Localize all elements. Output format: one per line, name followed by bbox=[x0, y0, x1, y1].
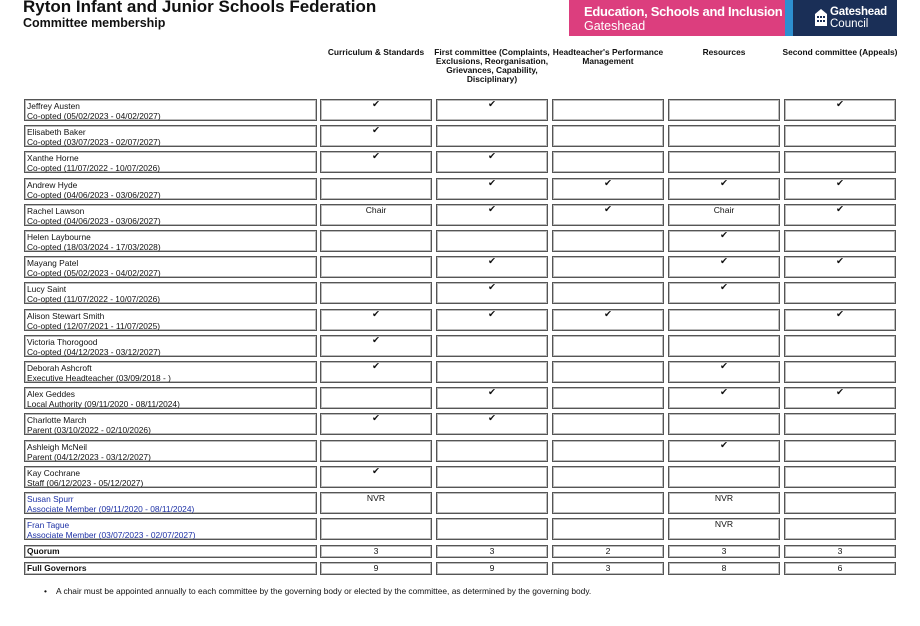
membership-cell bbox=[320, 230, 432, 252]
summary-value: 3 bbox=[489, 546, 495, 556]
checkmark-icon: ✔ bbox=[604, 177, 612, 189]
member-name: Xanthe Horne bbox=[27, 153, 79, 164]
membership-cell bbox=[436, 361, 548, 383]
membership-cell bbox=[784, 440, 896, 462]
member-role: Co-opted (04/06/2023 - 03/06/2027) bbox=[27, 215, 161, 226]
summary-value: 6 bbox=[837, 563, 843, 573]
checkmark-icon: ✔ bbox=[488, 256, 496, 268]
membership-cell bbox=[784, 335, 896, 357]
checkmark-icon: ✔ bbox=[836, 203, 844, 215]
checkmark-icon: ✔ bbox=[488, 203, 496, 215]
page-subtitle: Committee membership bbox=[23, 16, 166, 30]
membership-cell bbox=[784, 125, 896, 147]
membership-cell bbox=[552, 518, 664, 540]
member-name: Helen Laybourne bbox=[27, 232, 91, 242]
checkmark-icon: ✔ bbox=[488, 177, 496, 189]
membership-value: Chair bbox=[365, 204, 387, 215]
member-role: Co-opted (05/02/2023 - 04/02/2027) bbox=[27, 268, 161, 279]
member-name-cell bbox=[24, 282, 317, 304]
membership-value: Chair bbox=[713, 204, 735, 215]
checkmark-icon: ✔ bbox=[836, 308, 844, 320]
membership-cell bbox=[668, 309, 780, 331]
membership-cell bbox=[552, 387, 664, 409]
member-role: Co-opted (05/02/2023 - 04/02/2027) bbox=[27, 111, 161, 121]
checkmark-icon: ✔ bbox=[372, 334, 380, 346]
member-name: Victoria Thorogood bbox=[27, 336, 98, 347]
member-role: Executive Headteacher (03/09/2018 - ) bbox=[27, 373, 171, 383]
banner-subheading: Gateshead bbox=[584, 19, 646, 33]
member-role: Co-opted (12/07/2021 - 11/07/2025) bbox=[27, 320, 161, 331]
bullet: • bbox=[44, 586, 47, 596]
member-name-cell bbox=[24, 230, 317, 252]
membership-cell bbox=[320, 440, 432, 462]
checkmark-icon: ✔ bbox=[372, 361, 380, 372]
member-name: Charlotte March bbox=[27, 415, 87, 426]
membership-cell bbox=[784, 230, 896, 252]
summary-value: 3 bbox=[721, 546, 727, 556]
checkmark-icon: ✔ bbox=[488, 413, 496, 425]
membership-cell bbox=[320, 387, 432, 409]
member-name: Mayang Patel bbox=[27, 258, 79, 269]
membership-cell bbox=[552, 99, 664, 121]
council-label: Council bbox=[830, 18, 869, 30]
member-role: Co-opted (11/07/2022 - 10/07/2026) bbox=[27, 294, 161, 305]
checkmark-icon: ✔ bbox=[372, 99, 380, 110]
membership-cell bbox=[552, 151, 664, 173]
summary-value: 3 bbox=[837, 546, 843, 556]
membership-cell bbox=[436, 335, 548, 357]
checkmark-icon: ✔ bbox=[720, 439, 728, 451]
membership-cell bbox=[784, 518, 896, 540]
member-name-cell bbox=[24, 99, 317, 121]
member-role: Associate Member (09/11/2020 - 08/11/2024) bbox=[27, 504, 195, 514]
member-name: Lucy Saint bbox=[27, 284, 67, 295]
checkmark-icon: ✔ bbox=[604, 308, 612, 320]
membership-cell bbox=[552, 492, 664, 514]
member-name-cell bbox=[24, 466, 317, 488]
column-header: Second committee (Appeals) bbox=[782, 47, 898, 57]
summary-value: 9 bbox=[373, 563, 379, 573]
membership-cell bbox=[668, 335, 780, 357]
column-header: First committee (Complaints, Exclusions, Reorganisation, Grievances, Capability, Disciplinary) bbox=[434, 47, 550, 84]
summary-value: 8 bbox=[721, 563, 727, 573]
member-name: Elisabeth Baker bbox=[27, 127, 86, 138]
council-logo bbox=[793, 0, 897, 36]
membership-cell bbox=[320, 518, 432, 540]
checkmark-icon: ✔ bbox=[720, 230, 728, 241]
checkmark-icon: ✔ bbox=[372, 125, 380, 137]
member-name: Andrew Hyde bbox=[27, 179, 78, 190]
member-role: Associate Member (03/07/2023 - 02/07/2027) bbox=[27, 530, 196, 541]
membership-cell bbox=[552, 361, 664, 383]
membership-cell bbox=[320, 282, 432, 304]
membership-cell bbox=[552, 413, 664, 435]
council-name: Gateshead bbox=[830, 6, 888, 18]
membership-cell bbox=[552, 256, 664, 278]
membership-cell bbox=[552, 230, 664, 252]
education-banner bbox=[569, 0, 785, 36]
member-name-cell bbox=[24, 361, 317, 383]
member-name-cell bbox=[24, 256, 317, 278]
checkmark-icon: ✔ bbox=[720, 387, 728, 399]
membership-cell bbox=[552, 335, 664, 357]
membership-cell bbox=[552, 282, 664, 304]
banner-heading: Education, Schools and Inclusion bbox=[584, 4, 783, 19]
building-icon bbox=[815, 9, 827, 26]
checkmark-icon: ✔ bbox=[488, 308, 496, 320]
member-name-cell bbox=[24, 413, 317, 435]
checkmark-icon: ✔ bbox=[720, 361, 728, 372]
summary-label: Full Governors bbox=[27, 563, 87, 573]
footnote-text: A chair must be appointed annually to each committee by the governing body or elected by the committee, as determined by the governing body. bbox=[56, 586, 592, 596]
membership-cell bbox=[668, 413, 780, 435]
membership-cell bbox=[784, 413, 896, 435]
checkmark-icon: ✔ bbox=[836, 387, 844, 399]
checkmark-icon: ✔ bbox=[488, 99, 496, 110]
membership-cell bbox=[784, 361, 896, 383]
checkmark-icon: ✔ bbox=[720, 177, 728, 189]
member-role: Staff (06/12/2023 - 05/12/2027) bbox=[27, 477, 144, 488]
membership-value: NVR bbox=[366, 493, 386, 503]
banner-accent-strip bbox=[785, 0, 793, 36]
checkmark-icon: ✔ bbox=[372, 151, 380, 163]
membership-cell bbox=[436, 466, 548, 488]
membership-cell bbox=[552, 466, 664, 488]
membership-cell bbox=[552, 125, 664, 147]
membership-cell bbox=[436, 492, 548, 514]
summary-label-cell bbox=[24, 545, 317, 558]
member-name: Alex Geddes bbox=[27, 389, 75, 400]
summary-label-cell bbox=[24, 562, 317, 575]
member-role: Local Authority (09/11/2020 - 08/11/2024) bbox=[27, 399, 180, 410]
member-name-cell bbox=[24, 440, 317, 462]
membership-cell bbox=[668, 125, 780, 147]
member-name: Deborah Ashcroft bbox=[27, 363, 92, 373]
member-name-cell bbox=[24, 178, 317, 200]
checkmark-icon: ✔ bbox=[720, 282, 728, 294]
checkmark-icon: ✔ bbox=[836, 256, 844, 268]
member-name-cell bbox=[24, 518, 317, 540]
column-header: Resources bbox=[702, 47, 746, 57]
member-name: Jeffrey Austen bbox=[27, 101, 80, 111]
member-name: Alison Stewart Smith bbox=[27, 310, 105, 321]
checkmark-icon: ✔ bbox=[604, 203, 612, 215]
membership-cell bbox=[668, 151, 780, 173]
page-title: Ryton Infant and Junior Schools Federation bbox=[23, 0, 377, 16]
member-role: Parent (04/12/2023 - 03/12/2027) bbox=[27, 451, 151, 462]
member-role: Co-opted (11/07/2022 - 10/07/2026) bbox=[27, 163, 161, 174]
membership-cell bbox=[668, 466, 780, 488]
membership-cell bbox=[784, 466, 896, 488]
membership-cell bbox=[436, 440, 548, 462]
membership-cell bbox=[320, 256, 432, 278]
member-name: Ashleigh McNeil bbox=[27, 441, 88, 452]
member-name: Susan Spurr bbox=[27, 494, 74, 504]
checkmark-icon: ✔ bbox=[836, 99, 844, 110]
membership-cell bbox=[552, 440, 664, 462]
checkmark-icon: ✔ bbox=[488, 282, 496, 294]
member-name-cell bbox=[24, 204, 317, 226]
member-role: Co-opted (04/12/2023 - 03/12/2027) bbox=[27, 346, 161, 357]
membership-cell bbox=[436, 125, 548, 147]
membership-cell bbox=[784, 282, 896, 304]
membership-cell bbox=[320, 178, 432, 200]
member-role: Co-opted (03/07/2023 - 02/07/2027) bbox=[27, 137, 161, 148]
membership-cell bbox=[436, 518, 548, 540]
column-header: Curriculum & Standards bbox=[327, 47, 425, 57]
summary-label: Quorum bbox=[27, 546, 60, 556]
member-name-cell bbox=[24, 492, 317, 514]
membership-value: NVR bbox=[714, 493, 734, 503]
member-name-cell bbox=[24, 151, 317, 173]
member-name-cell bbox=[24, 125, 317, 147]
checkmark-icon: ✔ bbox=[372, 413, 380, 425]
member-name: Fran Tague bbox=[27, 520, 70, 531]
summary-value: 3 bbox=[605, 563, 611, 573]
member-name-cell bbox=[24, 335, 317, 357]
membership-cell bbox=[784, 492, 896, 514]
membership-cell bbox=[784, 151, 896, 173]
member-name: Kay Cochrane bbox=[27, 467, 81, 478]
member-name-cell bbox=[24, 387, 317, 409]
member-role: Co-opted (04/06/2023 - 03/06/2027) bbox=[27, 189, 161, 200]
summary-value: 2 bbox=[605, 546, 611, 556]
checkmark-icon: ✔ bbox=[720, 256, 728, 268]
member-role: Co-opted (18/03/2024 - 17/03/2028) bbox=[27, 242, 161, 252]
member-name: Rachel Lawson bbox=[27, 205, 85, 216]
membership-cell bbox=[436, 230, 548, 252]
summary-value: 3 bbox=[373, 546, 379, 556]
checkmark-icon: ✔ bbox=[372, 465, 380, 477]
checkmark-icon: ✔ bbox=[488, 151, 496, 163]
checkmark-icon: ✔ bbox=[488, 387, 496, 399]
membership-cell bbox=[668, 99, 780, 121]
membership-value: NVR bbox=[714, 519, 734, 530]
summary-value: 9 bbox=[489, 563, 495, 573]
member-role: Parent (03/10/2022 - 02/10/2026) bbox=[27, 425, 151, 436]
member-name-cell bbox=[24, 309, 317, 331]
column-header: Headteacher's Performance Management bbox=[552, 47, 664, 66]
checkmark-icon: ✔ bbox=[836, 177, 844, 189]
checkmark-icon: ✔ bbox=[372, 308, 380, 320]
